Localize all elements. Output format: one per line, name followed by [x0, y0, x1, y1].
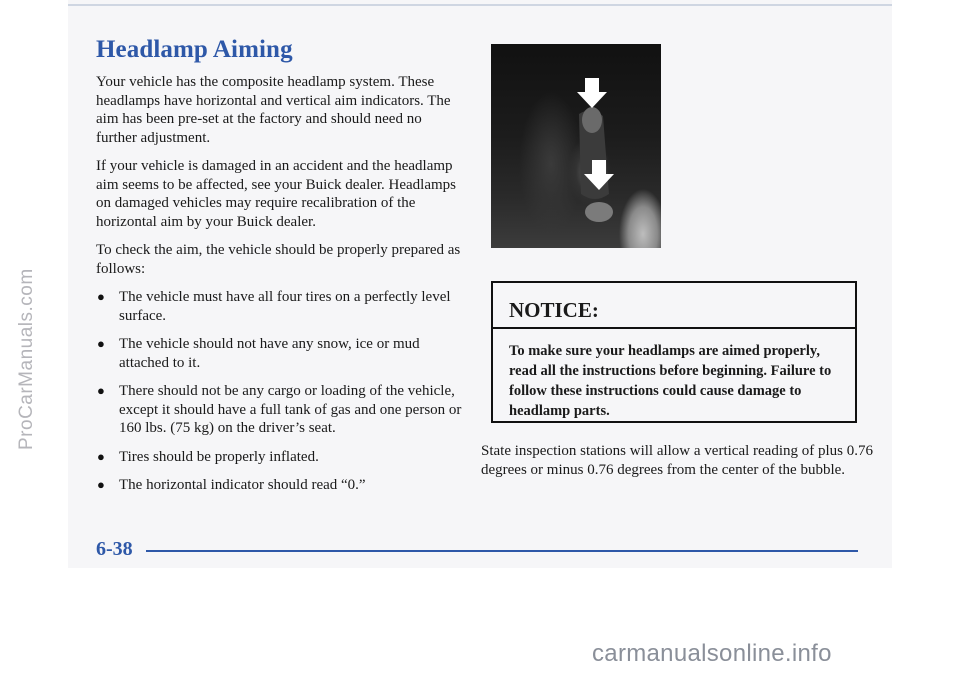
headlamp-aim-photo	[491, 44, 661, 248]
watermark-bottom: carmanualsonline.info	[592, 640, 832, 667]
horizontal-indicator-shape	[585, 202, 613, 222]
list-item-text: The horizontal indicator should read “0.”	[119, 477, 366, 493]
paragraph-inspection: State inspection stations will allow a vertical reading of plus 0.76 degrees or minus 0.76 degrees from the center of the bubble.	[481, 443, 873, 478]
list-item-text: The vehicle must have all four tires on a perfectly level surface.	[119, 289, 451, 324]
list-item-text: There should not be any cargo or loading of the vehicle, except it should have a full tank of gas and one person or 160 lbs. (75 kg) on the driver’s seat.	[119, 383, 462, 436]
list-item-text: Tires should be properly inflated.	[119, 448, 319, 465]
bullet-icon: ●	[97, 448, 105, 464]
list-item	[96, 382, 466, 438]
section-heading: Headlamp Aiming	[96, 36, 293, 63]
list-item	[96, 288, 466, 325]
list-item	[96, 476, 466, 495]
arrow-down-icon	[577, 78, 607, 108]
footer-rule	[146, 550, 858, 552]
page-number: 6-38	[96, 538, 133, 560]
paragraph-damage: If your vehicle is damaged in an accident and the headlamp aim seems to be affected, see your Buick dealer. Headlamps on damaged vehicles may require recalibration of the horizontal aim by your Buick dealer.	[96, 158, 457, 230]
watermark-side: ProCarManuals.com	[16, 268, 37, 450]
list-item-text: The vehicle should not have any snow, ice or mud attached to it.	[119, 336, 420, 371]
left-column	[96, 73, 466, 505]
bullet-icon: ●	[97, 336, 105, 351]
notice-body: To make sure your headlamps are aimed properly, read all the instructions before beginning. Failure to follow these instructions could cause damage to headlamp parts.	[509, 343, 832, 419]
list-item	[96, 448, 466, 467]
notice-title: NOTICE:	[493, 283, 855, 329]
bullet-icon: ●	[97, 477, 105, 492]
preparation-list	[96, 288, 466, 495]
photo-illustration	[491, 44, 661, 248]
top-rule	[68, 4, 892, 6]
list-item	[96, 335, 466, 372]
bullet-icon: ●	[97, 383, 105, 398]
paragraph-check: To check the aim, the vehicle should be properly prepared as follows:	[96, 242, 461, 277]
vertical-indicator-shape	[582, 107, 602, 133]
paragraph-intro: Your vehicle has the composite headlamp system. These headlamps have horizontal and vertical aim indicators. The aim has been pre-set at the factory and should need no further adjustment.	[96, 74, 451, 146]
bullet-icon: ●	[97, 289, 105, 304]
notice-box	[491, 281, 857, 423]
